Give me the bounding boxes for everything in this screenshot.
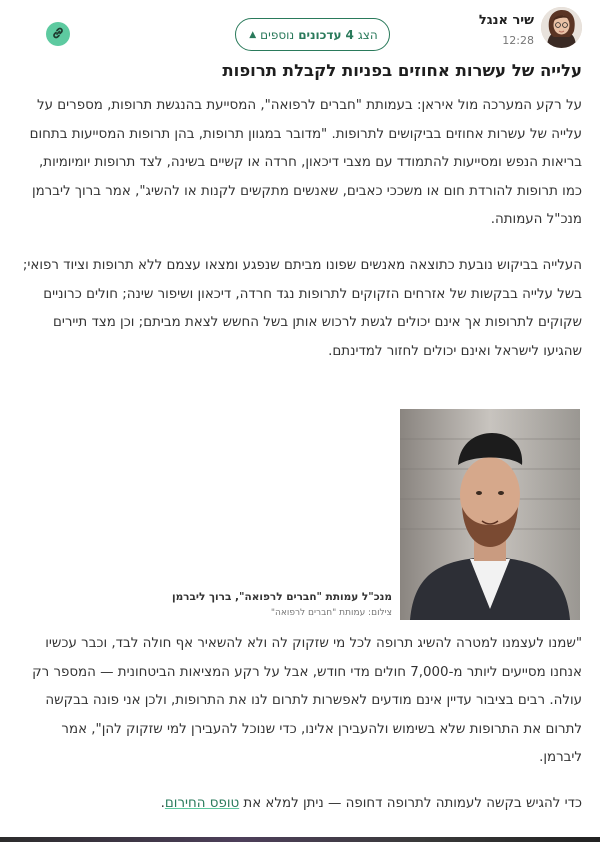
closing-text: כדי להגיש בקשה לעמותה לתרופה דחופה — ניתן למלא את — [243, 796, 582, 811]
photo-credit: צילום: עמותת "חברים לרפואה" — [270, 608, 392, 618]
updates-count: 4 — [345, 27, 354, 42]
updates-word: עדכונים — [298, 27, 342, 42]
author-info — [479, 13, 534, 49]
article-paragraph: העלייה בביקוש נובעת כתוצאה מאנשים שפונו מביתם שנפגע ומצאו עצמם ללא תרופות וציוד רפואי; בשל עלייה בבקשות של אזרחים הזקוקים לתרופות נגד חרדה, דיכאון ושיפור שינה; חולים כרוניים שקוקים לתרופות אך אינם יכולים לגשת לרכוש אותן בשל החשש לצאת מביתם; וכן מצד תיירים שהגיעו לישראל ואינם יכולים לחזור למדינתם. — [22, 258, 582, 359]
photo-caption — [160, 590, 392, 620]
closing-paragraph — [16, 790, 582, 819]
article-title: עלייה של עשרות אחוזים בפניות לקבלת תרופות — [222, 61, 582, 80]
article-photo[interactable] — [400, 409, 580, 620]
chevron-up-icon: ▲ — [249, 29, 257, 40]
link-icon — [51, 25, 65, 44]
article-paragraph: "שמנו לעצמנו למטרה להשיג תרופה לכל מי שזקוק לה ולא להשאיר אף חולה לבד, וכבר עכשיו אנחנו מסייעים ליותר מ-7,000 חולים מדי חודש, אבל על רקע המציאות הביטחונית — המספר רק עולה. רבים בציבור עדיין אינם מודעים לאפשרות לתרום לנו את התרופות, ולכן אני פונה בבקשה לתרום את התרופות שלא בשימוש ולהעבירן אלינו, כדי שנוכל להעבירן למי שזקוק להן", אמר ליברמן. — [32, 636, 582, 765]
updates-suffix: נוספים — [260, 27, 295, 42]
post-time: 12:28 — [502, 34, 534, 47]
copy-link-button[interactable] — [46, 22, 70, 46]
show-more-updates-button[interactable] — [235, 18, 390, 51]
author-name[interactable]: שיר אנגל — [478, 13, 534, 28]
article-paragraph: על רקע המערכה מול איראן: בעמותת "חברים לרפואה", המסייעת בהנגשת תרופות, מספרים על עלייה של עשרות אחוזים בביקושים לתרופות. "מדובר במגוון תרופות, בהן תרופות המסייעות בתחום בריאות הנפש ומסייעות להתמודד עם מצבי דיכאון, חרדה או קשיים בשינה, לצד תרופות יומיומיות, כמו תרופות להורדת חום או משככי כאבים, שאנשים מתקשים לקנות או להשיג", אמר ברוך ליברמן מנכ"ל העמותה. — [29, 98, 582, 227]
updates-prefix: הצג — [357, 27, 378, 42]
caption-text: מנכ"ל עמותת "חברים לרפואה", ברוך ליברמן — [171, 591, 392, 603]
closing-end: . — [160, 796, 165, 811]
emergency-form-link[interactable]: טופס החירום — [164, 796, 240, 811]
live-update-header — [0, 6, 600, 50]
bottom-bar — [0, 837, 600, 842]
author-avatar[interactable] — [541, 7, 582, 48]
